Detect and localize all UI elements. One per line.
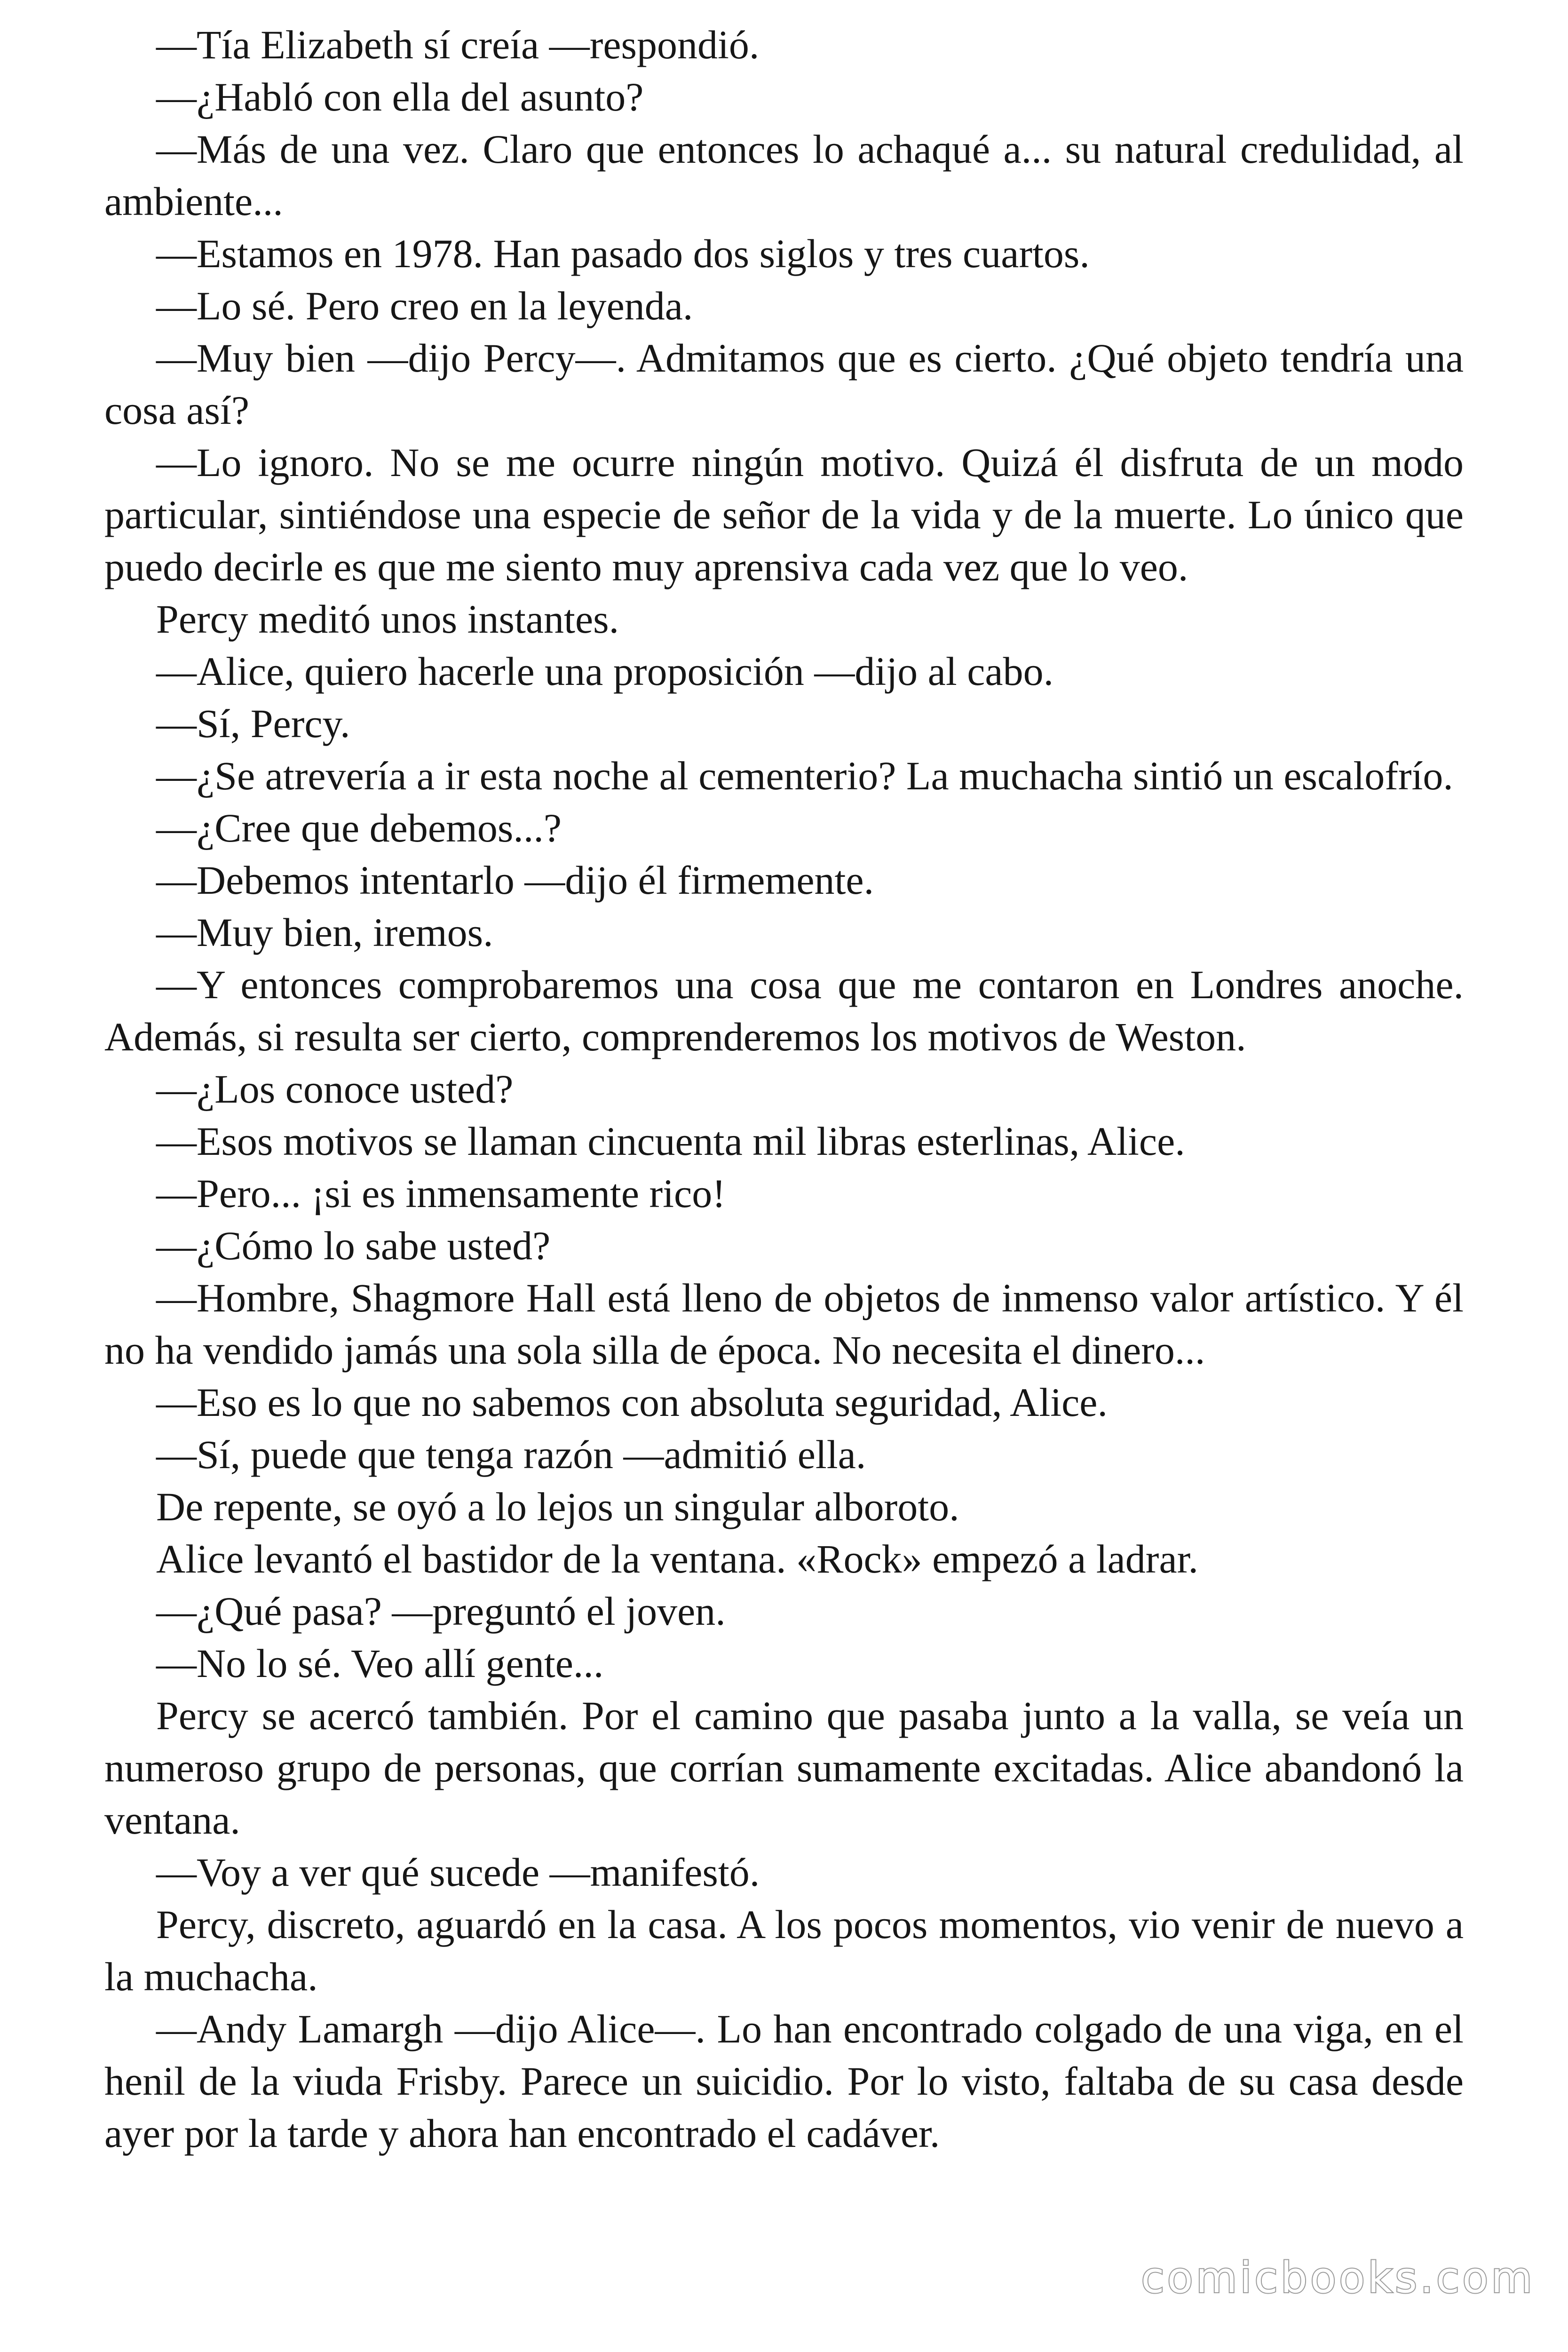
paragraph: —Voy a ver qué sucede —manifestó.: [156, 1850, 760, 1895]
paragraph: —Estamos en 1978. Han pasado dos siglos y tres cuartos.: [156, 231, 1090, 276]
paragraph: Percy se acercó también. Por el camino que pasaba junto a la valla, se veía un numeroso grupo de personas, que corrían sumamente excitadas. Alice abandonó la ventana.: [104, 1693, 1464, 1843]
paragraph: —Más de una vez. Claro que entonces lo achaqué a... su natural credulidad, al ambiente...: [104, 127, 1464, 224]
paragraph: —Debemos intentarlo —dijo él firmemente.: [156, 858, 874, 903]
paragraph: Percy meditó unos instantes.: [156, 596, 619, 642]
paragraph: —Pero... ¡si es inmensamente rico!: [156, 1171, 726, 1216]
paragraph: —Esos motivos se llaman cincuenta mil libras esterlinas, Alice.: [156, 1119, 1185, 1164]
paragraph: —¿Cómo lo sabe usted?: [156, 1223, 551, 1268]
book-page-text: [104, 19, 1464, 2160]
paragraph: —Y entonces comprobaremos una cosa que me contaron en Londres anoche. Además, si resulta ser cierto, comprenderemos los motivos de Weston.: [104, 962, 1464, 1059]
paragraph: —Lo sé. Pero creo en la leyenda.: [156, 283, 693, 328]
paragraph: Percy, discreto, aguardó en la casa. A los pocos momentos, vio venir de nuevo a la muchacha.: [104, 1902, 1464, 1999]
paragraph: —¿Habló con ella del asunto?: [156, 74, 644, 119]
watermark-logo: comicbooks.com: [1141, 2253, 1535, 2303]
paragraph: —Sí, Percy.: [156, 701, 350, 746]
paragraph: —¿Cree que debemos...?: [156, 805, 562, 850]
paragraph: —¿Se atrevería a ir esta noche al cementerio? La muchacha sintió un escalofrío.: [156, 753, 1453, 798]
paragraph: —Alice, quiero hacerle una proposición —dijo al cabo.: [156, 649, 1054, 694]
paragraph: —Muy bien, iremos.: [156, 910, 493, 955]
paragraph: De repente, se oyó a lo lejos un singular alboroto.: [156, 1484, 959, 1529]
paragraph: —Hombre, Shagmore Hall está lleno de objetos de inmenso valor artístico. Y él no ha vendido jamás una sola silla de época. No necesita el dinero...: [104, 1275, 1464, 1373]
paragraph: —No lo sé. Veo allí gente...: [156, 1641, 604, 1686]
paragraph: —¿Los conoce usted?: [156, 1066, 514, 1112]
paragraph: —Sí, puede que tenga razón —admitió ella.: [156, 1432, 866, 1477]
paragraph: —Andy Lamargh —dijo Alice—. Lo han encontrado colgado de una viga, en el henil de la viuda Frisby. Parece un suicidio. Por lo visto, faltaba de su casa desde ayer por la tarde y ahora han encontrado el cadáver.: [104, 2006, 1464, 2156]
paragraph: —¿Qué pasa? —preguntó el joven.: [156, 1589, 726, 1634]
paragraph: —Eso es lo que no sabemos con absoluta seguridad, Alice.: [156, 1380, 1108, 1425]
paragraph: —Tía Elizabeth sí creía —respondió.: [156, 22, 760, 67]
paragraph: —Lo ignoro. No se me ocurre ningún motivo. Quizá él disfruta de un modo particular, sintiéndose una especie de señor de la vida y de la muerte. Lo único que puedo decirle es que me siento muy aprensiva cada vez que lo veo.: [104, 440, 1464, 589]
paragraph: —Muy bien —dijo Percy—. Admitamos que es cierto. ¿Qué objeto tendría una cosa así?: [104, 335, 1464, 433]
paragraph: Alice levantó el bastidor de la ventana. «Rock» empezó a ladrar.: [156, 1536, 1199, 1581]
